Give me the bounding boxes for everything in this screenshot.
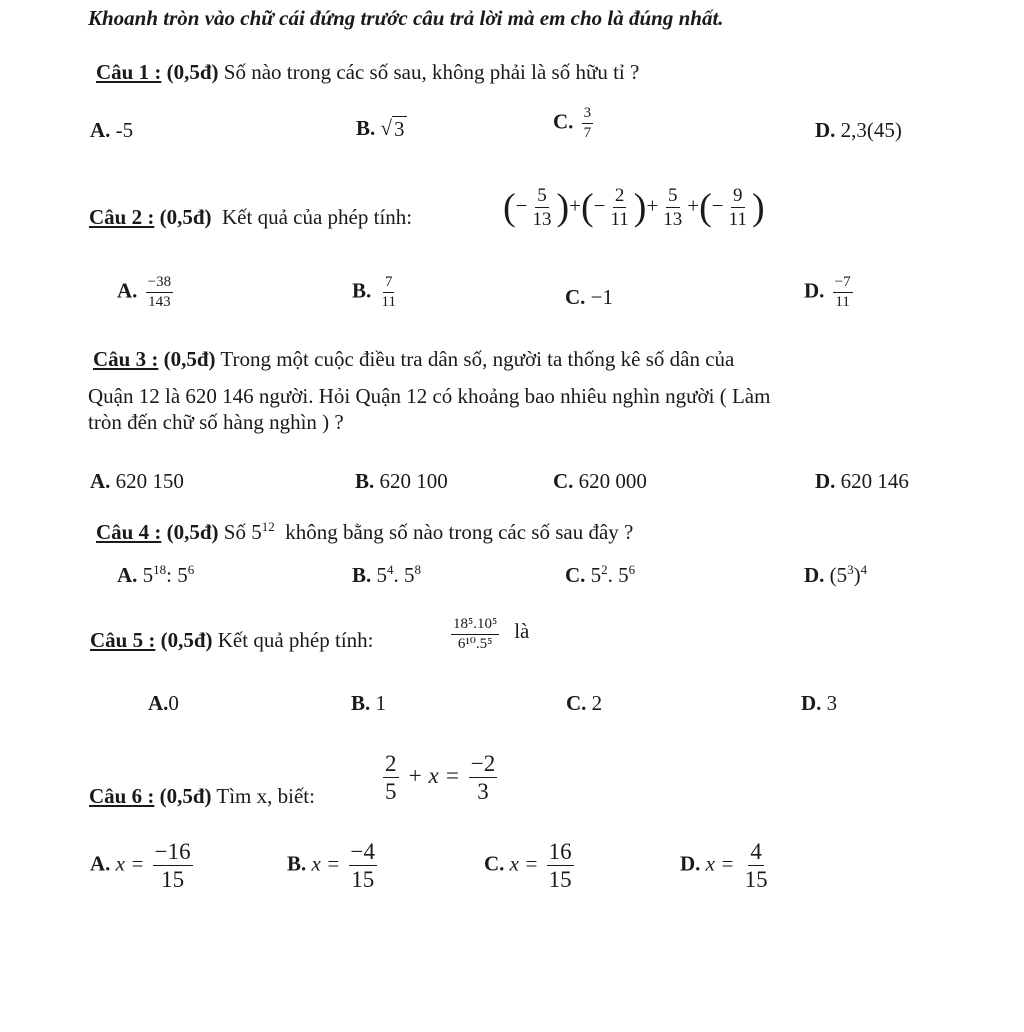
question-1-points: (0,5đ) (166, 60, 219, 84)
question-6-label: Câu 6 : (89, 784, 155, 808)
question-3-line-2: Quận 12 là 620 146 người. Hỏi Quận 12 có khoảng bao nhiêu nghìn người ( Làm (88, 384, 771, 408)
question-6-header (89, 784, 315, 809)
question-5-text: Kết quả phép tính: (217, 628, 374, 652)
fraction: $\frac{-7}{11}$ (834, 274, 851, 310)
question-3-line-3: tròn đến chữ số hàng nghìn ) ? (88, 410, 344, 434)
question-2-points: (0,5đ) (159, 205, 212, 229)
power-expression: $5^{12}$ (251, 519, 275, 544)
question-1-text: Số nào trong các số sau, không phải là số hữu tỉ ? (223, 60, 640, 84)
question-3-body (93, 346, 943, 372)
fraction: $\frac{9}{11}$ (728, 185, 747, 230)
q3-option-a[interactable]: A. 620 150 (90, 469, 184, 493)
fraction: $\frac{7}{11}$ (381, 274, 396, 310)
fraction: $\frac{\text{18⁵.10⁵}}{\text{6¹⁰.5⁵}}$ (453, 616, 498, 652)
question-1-label: Câu 1 : (96, 60, 162, 84)
question-3-points: (0,5đ) (163, 347, 216, 371)
q1-option-c[interactable]: C. $\frac{3}{7}$ (553, 105, 592, 141)
question-5-points: (0,5đ) (160, 628, 213, 652)
q6-option-b[interactable]: B. x = $\frac{-4}{15}$ (287, 839, 375, 892)
q5-option-a[interactable]: A.0 (148, 691, 179, 715)
q4-option-d[interactable]: D. $(5^3)^4$ (804, 562, 868, 587)
fraction: $\frac{5}{13}$ (663, 185, 683, 230)
q1-option-a[interactable]: A. -5 (90, 118, 134, 142)
q3-option-d[interactable]: D. 620 146 (815, 469, 909, 493)
q2-option-d[interactable]: D. $\frac{-7}{11}$ (804, 274, 851, 310)
fraction: $\frac{2}{5}$ (385, 751, 397, 804)
q6-option-a[interactable]: A. x = $\frac{-16}{15}$ (90, 839, 191, 892)
q5-option-d[interactable]: D. 3 (801, 691, 838, 715)
fraction: $\frac{-2}{3}$ (470, 751, 496, 804)
fraction: $\frac{5}{13}$ (532, 185, 552, 230)
q3-option-b[interactable]: B. 620 100 (355, 469, 448, 493)
q4-option-c[interactable]: C. $5^2$. $5^6$ (565, 562, 636, 587)
fraction: $\frac{2}{11}$ (610, 185, 629, 230)
q1-option-d[interactable]: D. 2,3(45) (815, 118, 902, 142)
q4-option-b[interactable]: B. $5^4$. $5^8$ (352, 562, 422, 587)
fraction: $\frac{-38}{143}$ (147, 274, 172, 310)
question-5-header (90, 628, 373, 653)
q4-option-a[interactable]: A. $5^{18}$: $5^6$ (117, 562, 195, 587)
q2-expression: (− $\frac{5}{13}$ )+(− $\frac{2}{11}$ )+ $\frac{5}{13}$ +(− $\frac{9}{11}$ ) (503, 185, 765, 230)
q6-option-d[interactable]: D. x = $\frac{4}{15}$ (680, 839, 768, 892)
question-2-text: Kết quả của phép tính: (222, 205, 413, 229)
q2-option-b[interactable]: B. $\frac{7}{11}$ (352, 274, 396, 310)
question-6-text: Tìm x, biết: (216, 784, 315, 808)
q3-option-c[interactable]: C. 620 000 (553, 469, 647, 493)
question-3-line-1: Trong một cuộc điều tra dân số, người ta thống kê số dân của (220, 347, 735, 371)
q1-option-b[interactable]: B. √ 3 (356, 116, 405, 141)
q6-option-c[interactable]: C. x = $\frac{16}{15}$ (484, 839, 572, 892)
question-4-header: Câu 4 : (0,5đ) Số $5^{12}$ không bằng số nào trong các số sau đây ? (96, 519, 634, 544)
q5-option-b[interactable]: B. 1 (351, 691, 387, 715)
question-2-label: Câu 2 : (89, 205, 155, 229)
question-3-label: Câu 3 : (93, 347, 159, 371)
q5-expression: $\frac{\text{18⁵.10⁵}}{\text{6¹⁰.5⁵}}$ là (453, 616, 530, 652)
fraction: $\frac{-16}{15}$ (154, 839, 191, 892)
question-4-points: (0,5đ) (166, 520, 219, 544)
question-2-header (89, 205, 412, 230)
page-title: Khoanh tròn vào chữ cái đứng trước câu trả lời mà em cho là đúng nhất. (88, 6, 724, 30)
q2-option-a[interactable]: A. $\frac{-38}{143}$ (117, 274, 172, 310)
question-5-label: Câu 5 : (90, 628, 156, 652)
question-6-points: (0,5đ) (159, 784, 212, 808)
q6-equation: $\frac{2}{5}$ + x = $\frac{-2}{3}$ (385, 751, 496, 804)
q5-option-c[interactable]: C. 2 (566, 691, 603, 715)
sqrt-expression: √ 3 (380, 116, 405, 141)
fraction: $\frac{3}{7}$ (583, 105, 592, 141)
question-4-label: Câu 4 : (96, 520, 162, 544)
fraction: $\frac{16}{15}$ (548, 839, 572, 892)
q2-option-c[interactable]: C. −1 (565, 285, 614, 309)
fraction: $\frac{4}{15}$ (744, 839, 768, 892)
question-1-header (96, 60, 639, 85)
fraction: $\frac{-4}{15}$ (350, 839, 375, 892)
